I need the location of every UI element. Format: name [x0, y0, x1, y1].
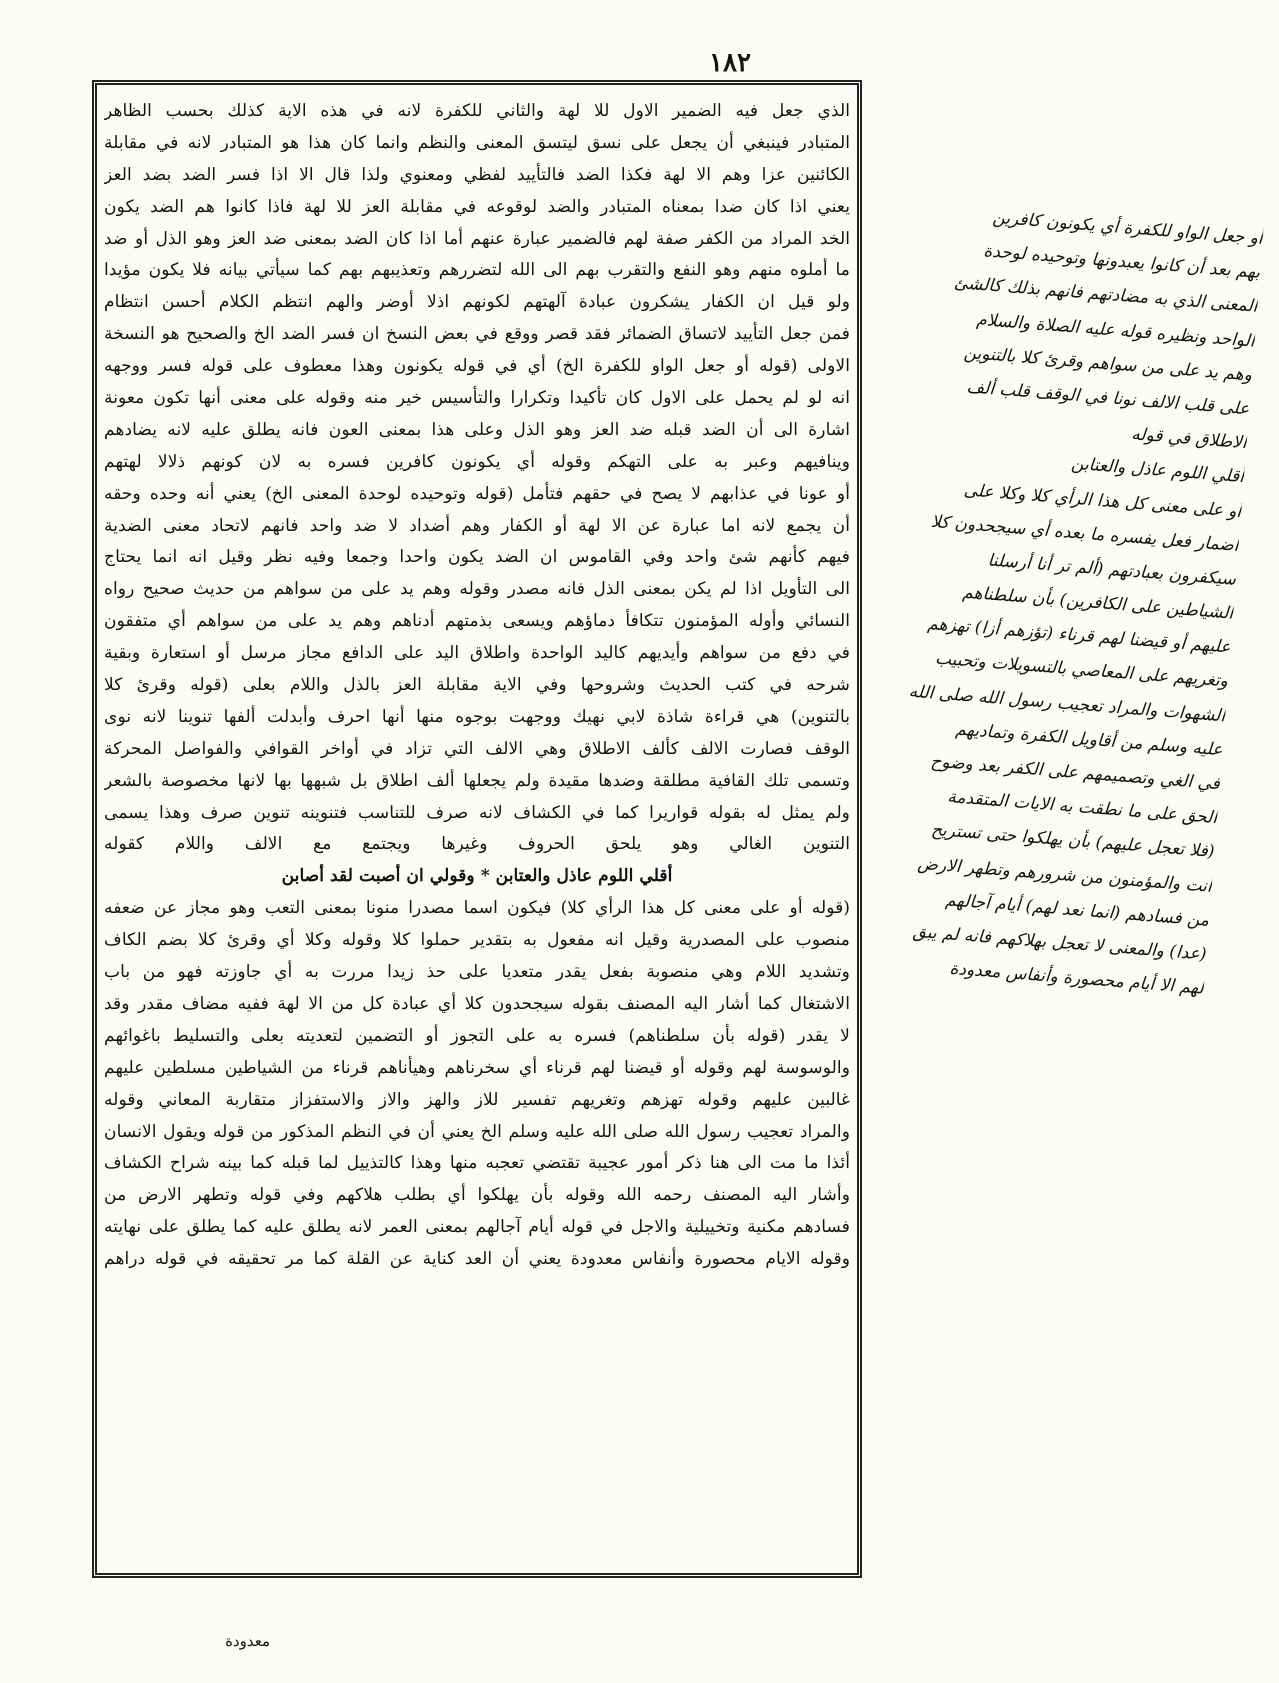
margin-text-line: الحق على ما نطقت به الايات المتقدمة: [946, 787, 1218, 829]
margin-text-line: سيكفرون بعبادتهم (ألم تر أنا أرسلنا: [986, 550, 1237, 590]
main-text-line: منصوب على المصدرية وقيل انه مفعول به بتقدير حملوا كلا وقوله وكلا أي وقرئ كلا بضم الكاف: [104, 930, 850, 951]
margin-text-line: (عدا) والمعنى لا تعجل بهلاكهم فانه لم يبق: [912, 921, 1208, 965]
main-text-line: فيهم كأنهم شئ واحد وفي القاموس ان الضد يكون واحدا وجمعا وفيه نظر وقيل انه انما يحتاج: [104, 547, 850, 568]
margin-text-line: المعنى الذي به مضادتهم فانهم بذلك كالشئ: [953, 273, 1259, 318]
margin-text-line: الشياطين على الكافرين) بأن سلطناهم: [961, 582, 1234, 624]
margin-text-line: (فلا تعجل عليهم) بأن يهلكوا حتى تستريح: [930, 820, 1216, 863]
margin-text-line: على قلب الالف نونا في الوقف قلب ألف: [965, 377, 1251, 420]
margin-text-line: الاطلاق في قوله: [1130, 424, 1248, 454]
margin-text-line: الواحد ونظيره قوله عليه الصلاة والسلام: [975, 309, 1256, 352]
main-text-line: ما أملوه منهم وهو النفع والتقرب بهم الى الله لتضررهم وتعذيبهم بهم كما سيأتي بيانه فلا يكون مؤيدا: [104, 260, 850, 281]
main-text-line: غالبين عليهم وقوله تهزهم وتغريهم تفسير للاز والهز والاز والاستفزاز متقاربة المعاني وقوله: [104, 1089, 850, 1110]
main-text-line: لا يقدر (قوله بأن سلطناهم) فسره به على التجوز أو التضمين لتعديته بعلى والتسليط باغوائهم: [104, 1025, 850, 1046]
main-text-line: بالتنوين) هي قراءة شاذة لابي نهيك ووجهت بوجوه منها أنها احرف وأبدلت ألفها تنوينا لانه نوى: [104, 706, 850, 727]
main-text-line: وقوله الايام محصورة وأنفاس معدودة يعني أن العد كناية عن القلة كما مر تحقيقه في قوله دراهم: [104, 1249, 850, 1270]
margin-text-line: الشهوات والمراد تعجيب رسول الله صلى الله: [908, 681, 1226, 727]
main-text-line: أو عونا في عذابهم لا يصح في حقهم فتأمل (قوله وتوحيده لوحدة المعنى الخ) يعني أنه وحده وحقه: [104, 483, 850, 504]
main-text-line: الاشتغال كما أشار اليه المصنف بقوله سيجحدون كلا أي عبادة كل من الا لهة ففيه مضاف مقدر وقد: [104, 993, 850, 1014]
main-text-line: وتشديد اللام وهي منصوبة بفعل يقدر متعديا على حذ زيدا مررت به أي جاوزته فهو من باب: [104, 962, 850, 983]
main-text-line: في دفع من سواهم وأيديهم كاليد الواحدة واطلاق اليد على الدافع مجاز مرسل أو استعارة وبقية: [104, 643, 850, 664]
margin-text-line: أنت والمؤمنون من شرورهم وتطهر الارض: [916, 853, 1213, 897]
main-text-line: وينافيهم وعبر به على التهكم وقوله أي يكونون كافرين فسره به لان كونهم ذلالا لهتهم: [104, 451, 850, 472]
margin-text-line: عليهم أو قيضنا لهم قرناء (تؤزهم أزا) تهزهم: [926, 614, 1232, 658]
page-number: ١٨٢: [709, 48, 751, 78]
main-text-line: المتبادر فينبغي أن يجعل على نسق ليتسق المعنى والنظم وانما كان هذا هو المتبادر لانه في مقابلة: [104, 132, 850, 153]
margin-text-line: عليه وسلم من أقاويل الكفرة وتماديهم: [954, 719, 1224, 761]
margin-text-line: من فسادهم (انما نعد لهم) أيام آجالهم: [944, 889, 1210, 931]
main-text-line: الكائنين عزا وهم الا لهة فكذا الضد فالتأييد لفظي ومعنوي ولذا قال الا اذا فسر الضد بضد العز: [104, 164, 850, 185]
main-text-line: أن يجمع لانه اما عبارة عن الا لهة أو الكفار وهم أضداد لا ضد واحد فانهم لاتحاد معنى الضدية: [104, 515, 850, 536]
main-text-line: والوسوسة لهم وقوله أو قيضنا لهم قرناء أي سخرناهم وهيأناهم قرناء من الشياطين مسلطين عليهم: [104, 1057, 850, 1078]
main-text-line: الذي جعل فيه الضمير الاول للا لهة والثاني للكفرة لانه في هذه الاية كذلك بحسب الظاهر: [104, 101, 850, 121]
margin-text-line: وتغريهم على المعاصي بالتسويلات وتحبيب: [934, 649, 1229, 692]
margin-text-line: اضمار فعل يفسره ما بعده أي سيجحدون كلا: [930, 511, 1240, 556]
margin-text-line: بهم بعد أن كانوا يعبدونها وتوحيده لوحدة: [982, 241, 1261, 283]
main-text-line: ولم يمثل له بقوله قواريرا كما في الكشاف لانه صرف للتناسب فتنوينه تنوين صرف وهذا يسمى: [104, 802, 850, 823]
main-text-line: فسادهم مكنية وتخييلية والاجل في قوله أيام آجالهم بمعنى العمر لانه يطلق عليه كما يطلق على نهايته: [104, 1217, 850, 1238]
main-text-line: الى التأويل اذا لم يكن بمعنى الذل فانه مصدر وقوله وهم يد على من سواهم من حديث صحيح رواه: [104, 579, 850, 600]
main-text-line: وتسمى تلك القافية مطلقة وضدها مقيدة ولم يجعلها ألف اطلاق بل شبهها بها لانها مخصوصة بالشعر: [104, 770, 850, 791]
main-text-line: النسائي وأوله المؤمنون تتكافأ دماؤهم ويسعى بذمتهم أدناهم وهم يد على من سواهم أي متفقون: [104, 611, 850, 632]
margin-text-line: في الغي وتصميمهم على الكفر بعد وضوح: [929, 751, 1221, 795]
margin-text-line: أو على معنى كل هذا الرأي كلا وكلا على: [963, 479, 1242, 522]
main-text-line: انه لو لم يحمل على الاول كان تأكيدا وتكرارا والتأسيس خير منه وقوله على معنى أنها تكون معونة: [104, 388, 850, 409]
main-text-line: الاولى (قوله أو جعل الواو للكفرة الخ) أي في قوله يكونون وهذا معطوف على قوله فسر ووجهه: [104, 356, 850, 377]
main-text-block: [104, 96, 850, 1568]
main-text-line: ولو قيل ان الكفار يشكرون عبادة آلهتهم لكونهم اذلا أوضر والهم انتظم الكلام أحسن انتظام: [104, 292, 850, 313]
margin-commentary: [795, 191, 1264, 1159]
margin-text-line: لهم الا أيام محصورة وأنفاس معدودة: [948, 958, 1205, 999]
main-text-line: الخد المراد من الكفر صفة لهم فالضمير عبارة عنهم أما اذا كان الضد بمعنى ضد العز وهو الذل أو ضد: [104, 228, 850, 249]
margin-text-line: وهم يد على من سواهم وقرئ كلا بالتنوين: [962, 342, 1253, 386]
main-text-line: والمراد تعجيب رسول الله صلى الله عليه وسلم الخ يعني أن في النظم المذكور من قوله ويقول الانسان: [104, 1121, 850, 1142]
main-text-line: فمن جعل التأييد لاتساق الضمائر فقد قصر ووقع في بعض النسخ ان فسر الضد الخ والصحيح هو النسخة: [104, 324, 850, 345]
catchword: معدودة: [225, 1632, 270, 1650]
margin-text-line: أقلي اللوم عاذل والعتابن: [1070, 453, 1245, 488]
main-text-line: وأشار اليه المصنف رحمه الله وقوله بأن يهلكوا أي بطلب هلاكهم وفي قوله وتطهر الارض من: [104, 1185, 850, 1206]
main-text-line: أئذا ما مت الى هنا ذكر أمور عجيبة تقتضي تعجبه منها وهذا كالتذييل لما قبله كما بينه شراح الكشاف: [104, 1153, 850, 1174]
main-text-line: أقلي اللوم عاذل والعتابن * وقولي ان أصبت لقد أصابن: [281, 866, 673, 887]
main-text-line: اشارة الى أن الضد قبله ضد العز وهو الذل وعلى هذا بمعنى العون فانه يطلق عليه لانه يضادهم: [104, 419, 850, 440]
main-text-line: شرحه في كتب الحديث وشروحها وفي الاية مقابلة العز بالذل واللام بعلى (قوله وقرئ كلا: [104, 675, 850, 696]
main-text-line: الوقف فصارت الالف كألف الاطلاق وهي الالف التي تزاد في أواخر القوافي والفواصل المحركة: [104, 738, 850, 759]
margin-text-line: أو جعل الواو للكفرة أي يكونون كافرين: [991, 207, 1264, 249]
main-text-line: يعني اذا كان ضدا بمعناه المتبادر والضد لوقوعه في مقابلة العز للا لهة فاذا كانوا هم الضد يكون: [104, 196, 850, 217]
main-text-line: التنوين الغالي وهو يلحق الحروف وغيرها ويجتمع مع الالف واللام كقوله: [104, 834, 850, 855]
main-text-line: (قوله أو على معنى كل هذا الرأي كلا) فيكون اسما مصدرا منونا بمعنى التعب وهو مجاز عن ضعفه: [104, 898, 850, 919]
